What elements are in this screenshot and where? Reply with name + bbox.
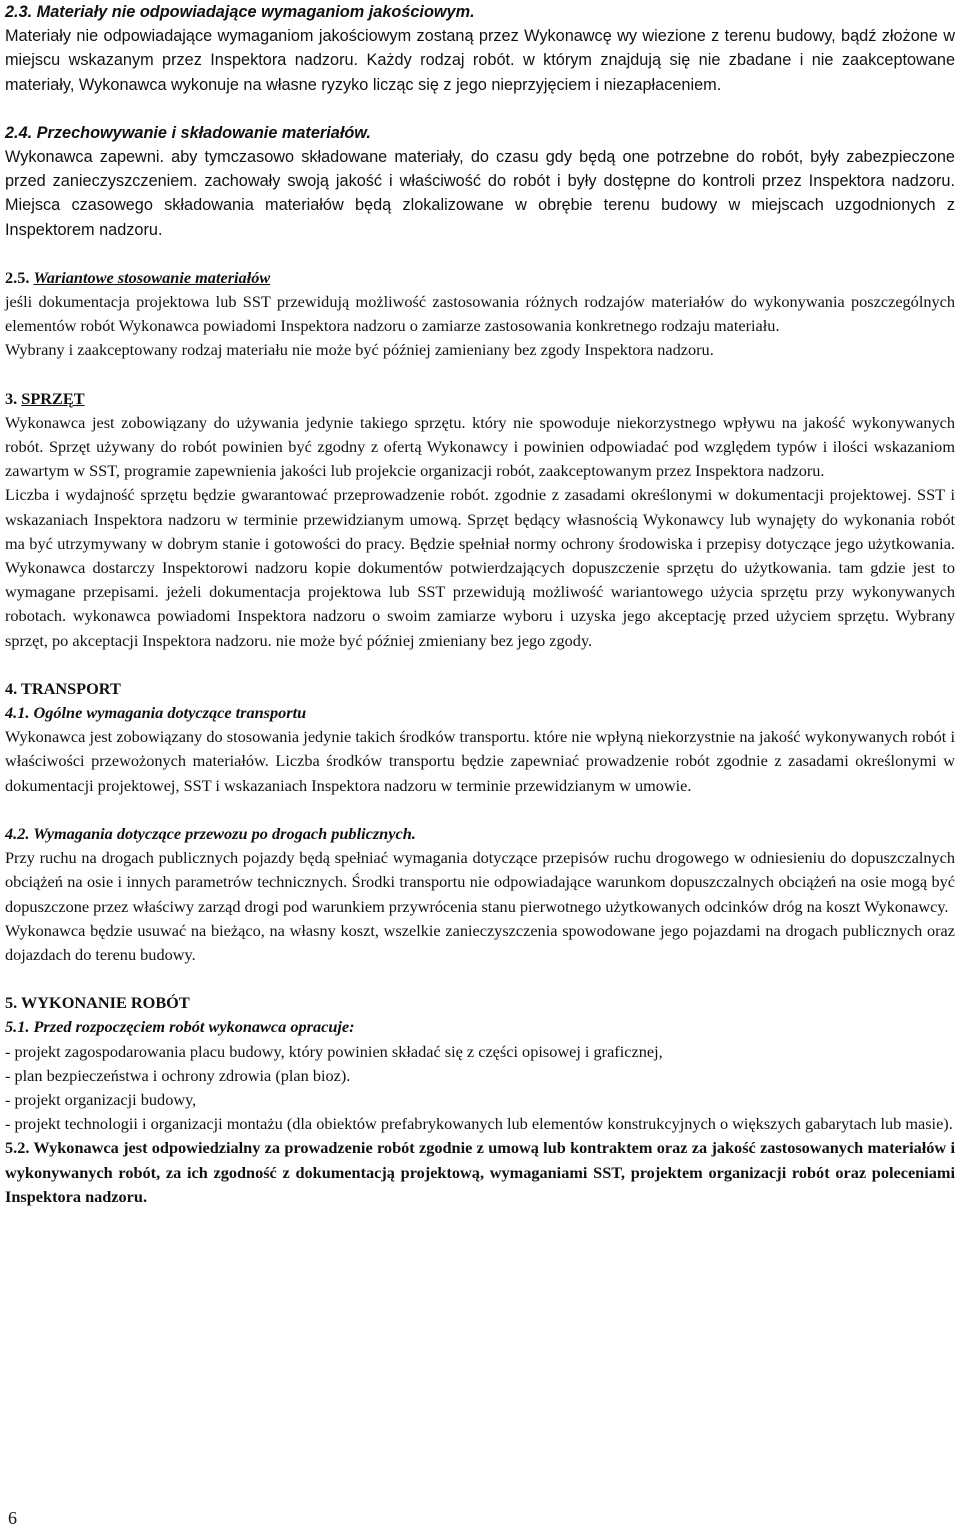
section-2-4-text: Wykonawca zapewni. aby tymczasowo składowane materiały, do czasu gdy będą one potrzebne do robót, były zabezpieczone przed zanieczyszczeniem. zachowały swoją jakość i właściwość do robót i były dostępne do kontroli przez Inspektora nadzoru. Miejsca czasowego składowania materiałów będą zlokalizowane w obrębie terenu budowy w miejscach uzgodnionych z Inspektorem nadzoru. [5,148,955,239]
section-2-5-text-2: Wybrany i zaakceptowany rodzaj materiału nie może być później zamieniany bez zgody Inspektora nadzoru. [5,340,714,360]
section-4-2-text: Przy ruchu na drogach publicznych pojazdy będą spełniać wymagania dotyczące przepisów ruchu drogowego w odniesieniu do dopuszczalnych obciążeń na osie i innych parametrów technicznych. Środki transportu nie odpowiadające warunkom dopuszczalnych obciążeń na osie mogą być dopuszczone przez właściwy zarząd drogi pod warunkiem przywrócenia stanu pierwotnego użytkowanych odcinków dróg na koszt Wykonawcy. [5,848,955,916]
section-4-1-heading: 4.1. Ogólne wymagania dotyczące transportu [5,703,307,723]
section-4-1-text: Wykonawca jest zobowiązany do stosowania jedynie takich środków transportu. które nie wpłyną niekorzystnie na jakość wykonywanych robót i właściwości przewożonych materiałów. Liczba środków transportu będzie zapewniać prowadzenie robót zgodnie z zasadami określonymi w dokumentacji projektowej, SST i wskazaniach Inspektora nadzoru w terminie przewidzianym w umowie. [5,727,955,795]
section-3-title: SPRZĘT [21,388,85,408]
section-2-3-heading: 2.3. Materiały nie odpowiadające wymaganiom jakościowym. [5,3,475,21]
document-page [5,0,955,1209]
section-4-heading: 4. TRANSPORT [5,678,121,698]
section-2-5-heading [5,266,955,290]
section-2-5-title: Wariantowe stosowanie materiałów [33,267,271,287]
section-3-heading [5,387,955,411]
section-5-heading: 5. WYKONANIE ROBÓT [5,993,190,1013]
section-3-text: Wykonawca jest zobowiązany do używania jedynie takiego sprzętu. który nie spowoduje niekorzystnego wpływu na jakość wykonywanych robót. Sprzęt używany do robót powinien być zgodny z ofertą Wykonawcy i powinien odpowiadać pod względem typów i ilości wskazaniom zawartym w SST, programie zapewnienia jakości lub projekcie organizacji robót, zaakceptowanym przez Inspektora nadzoru. [5,412,955,481]
section-5-2-text: 5.2. Wykonawca jest odpowiedzialny za prowadzenie robót zgodnie z umową lub kontraktem oraz za jakość zastosowanych materiałów i wykonywanych robót, za ich zgodność z dokumentacją projektową, wymaganiami SST, projektem organizacji robót oraz poleceniami Inspektora nadzoru. [5,1138,955,1206]
list-item: - projekt organizacji budowy, [5,1089,197,1109]
section-2-5-number: 2.5. [5,267,30,287]
section-3-number: 3. [5,388,18,408]
list-item: - plan bezpieczeństwa i ochrony zdrowia (plan bioz). [5,1065,351,1085]
section-5-1-heading: 5.1. Przed rozpoczęciem robót wykonawca opracuje: [5,1017,355,1037]
page-number: 6 [8,1508,17,1528]
list-item: - projekt zagospodarowania placu budowy, który powinien składać się z części opisowej i graficznej, [5,1041,663,1061]
section-2-4-heading: 2.4. Przechowywanie i składowanie materiałów. [5,123,371,142]
section-2-5-text: jeśli dokumentacja projektowa lub SST przewidują możliwość zastosowania różnych rodzajów materiałów do wykonywania poszczególnych elementów robót Wykonawca powiadomi Inspektora nadzoru o zamiarze zastosowania konkretnego rodzaju materiału. [5,292,955,336]
section-2-3-text: Materiały nie odpowiadające wymaganiom jakościowym zostaną przez Wykonawcę wy wiezione z terenu budowy, bądź złożone w miejscu wskazanym przez Inspektora nadzoru. Każdy rodzaj robót. w którym znajdują się nie zbadane i nie zaakceptowane materiały, Wykonawca wykonuje na własne ryzyko licząc się z jego nieprzyjęciem i niezapłaceniem. [5,27,955,94]
section-4-2-heading: 4.2. Wymagania dotyczące przewozu po drogach publicznych. [5,823,416,843]
section-4-2-text-2: Wykonawca będzie usuwać na bieżąco, na własny koszt, wszelkie zanieczyszczenia spowodowane jego pojazdami na drogach publicznych oraz dojazdach do terenu budowy. [5,920,955,964]
section-3-text-2: Liczba i wydajność sprzętu będzie gwarantować przeprowadzenie robót. zgodnie z zasadami określonymi w dokumentacji projektowej. SST i wskazaniach Inspektora nadzoru w terminie przewidzianym umową. Sprzęt będący własnością Wykonawcy lub wynajęty do wykonania robót ma być utrzymywany w dobrym stanie i gotowości do pracy. Będzie spełniał normy ochrony środowiska i przepisy dotyczące jego użytkowania. Wykonawca dostarczy Inspektorowi nadzoru kopie dokumentów potwierdzających dopuszczenie sprzętu do użytkowania. tam gdzie jest to wymagane przepisami. jeżeli dokumentacja projektowa lub SST przewidują możliwość wariantowego użycia sprzętu przy wykonywanych robotach. wykonawca powiadomi Inspektora nadzoru o swoim zamiarze wyboru i uzyska jego akceptację przed użyciem sprzętu. Wybrany sprzęt, po akceptacji Inspektora nadzoru. nie może być później zmieniany bez jego zgody. [5,485,955,650]
list-item: - projekt technologii i organizacji montażu (dla obiektów prefabrykowanych lub elementów konstrukcyjnych o większych gabarytach lub masie). [5,1114,953,1134]
